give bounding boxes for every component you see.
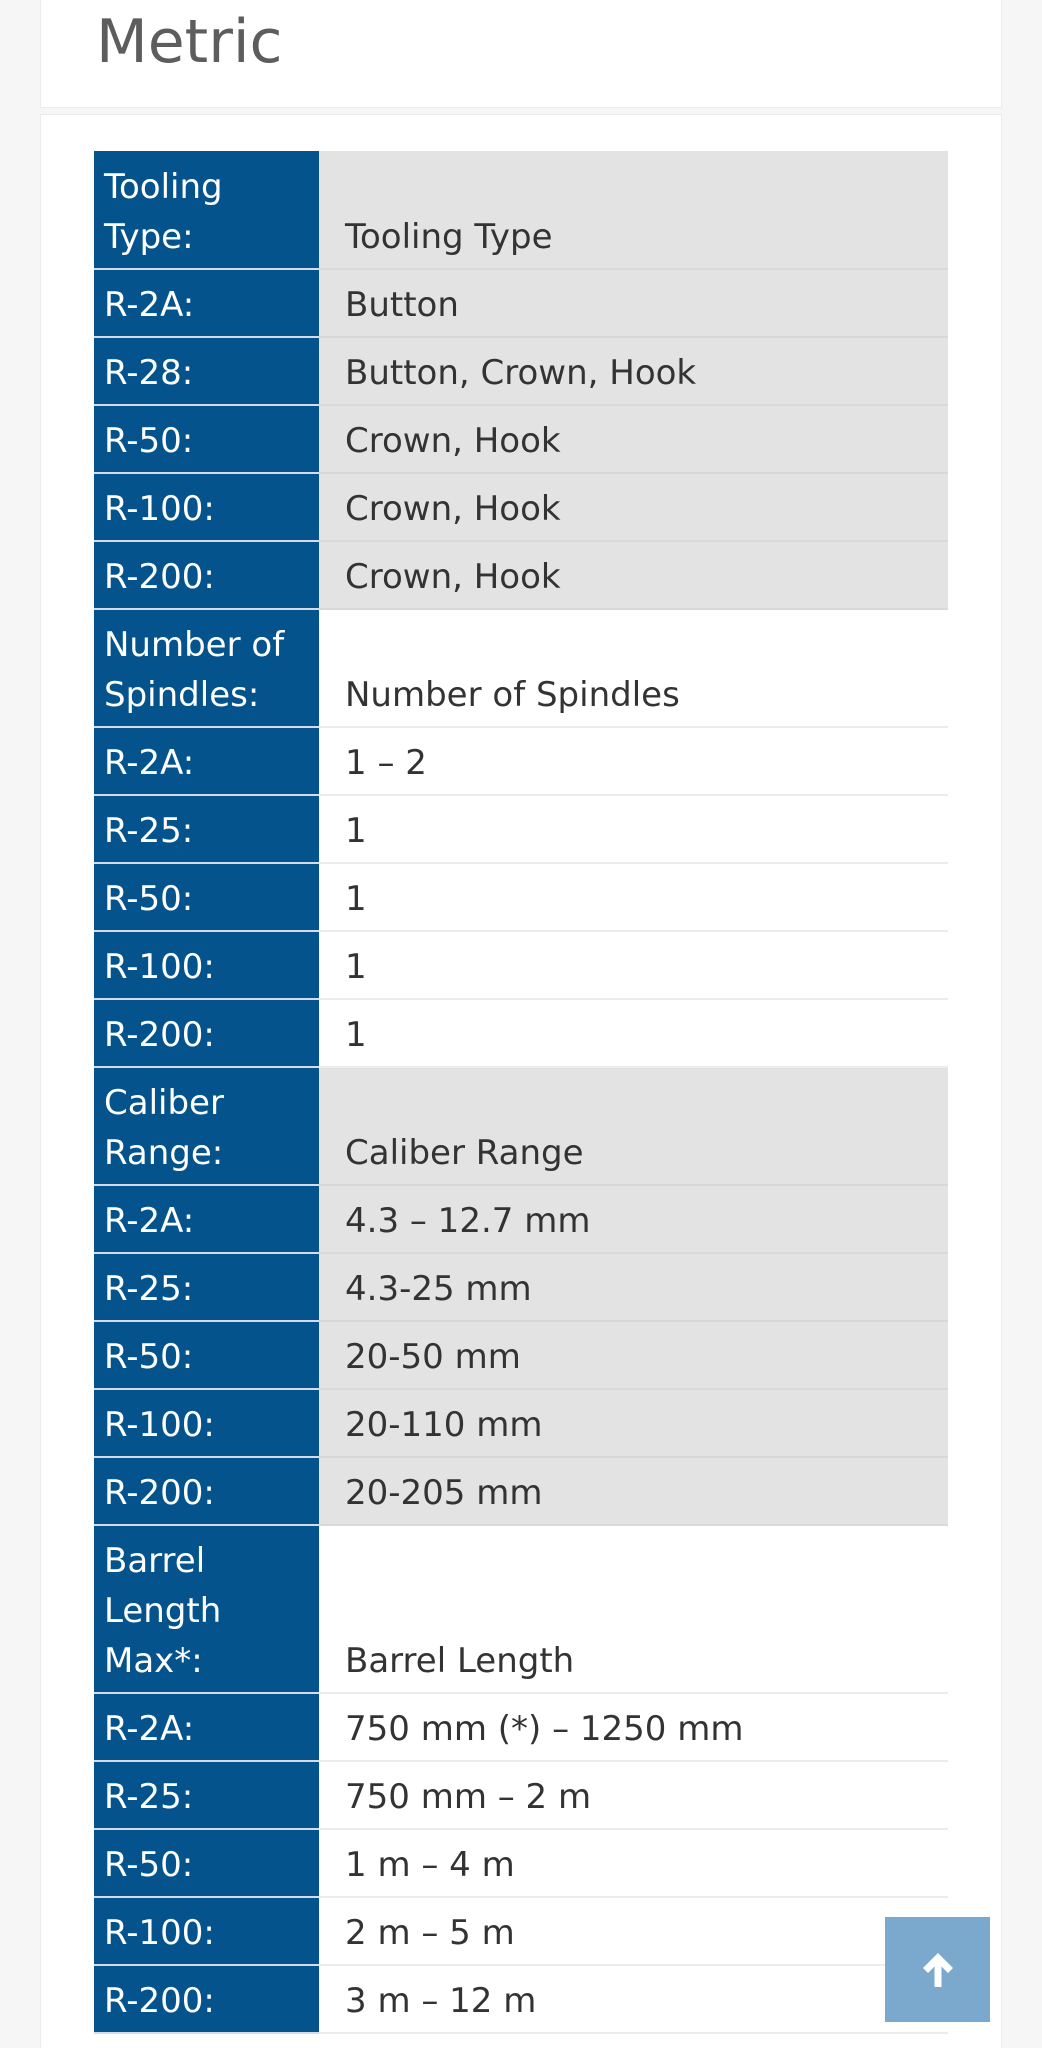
row-value: 20-205 mm <box>319 1457 948 1525</box>
row-value: 1 – 2 <box>319 727 948 795</box>
group-header-row <box>94 1525 948 1693</box>
table-row <box>94 999 948 1067</box>
row-value: Crown, Hook <box>319 473 948 541</box>
row-value: 2 m – 5 m <box>319 1897 948 1965</box>
title-panel <box>40 0 1002 108</box>
row-value: 4.3-25 mm <box>319 1253 948 1321</box>
table-row <box>94 1389 948 1457</box>
group-header-value: Caliber Range <box>319 1067 948 1185</box>
row-value: 20-50 mm <box>319 1321 948 1389</box>
row-value: 750 mm (*) – 1250 mm <box>319 1693 948 1761</box>
row-value: 1 <box>319 795 948 863</box>
row-value: 20-110 mm <box>319 1389 948 1457</box>
table-row <box>94 1185 948 1253</box>
table-row <box>94 931 948 999</box>
row-value: Button <box>319 269 948 337</box>
group-header-value: Number of Spindles <box>319 609 948 727</box>
row-label: R-50: <box>94 405 319 473</box>
row-label: R-200: <box>94 1457 319 1525</box>
row-value: 1 <box>319 863 948 931</box>
table-row <box>94 1693 948 1761</box>
table-row <box>94 473 948 541</box>
row-label: R-2A: <box>94 269 319 337</box>
table-row <box>94 727 948 795</box>
group-header-row <box>94 1067 948 1185</box>
table-row <box>94 541 948 609</box>
scroll-to-top-button[interactable] <box>885 1917 990 2022</box>
row-value: Crown, Hook <box>319 541 948 609</box>
table-row <box>94 1321 948 1389</box>
row-value: 3 m – 12 m <box>319 1965 948 2033</box>
group-header-label: Tooling Type: <box>94 151 319 269</box>
row-value: 1 <box>319 931 948 999</box>
table-row <box>94 1829 948 1897</box>
row-label: R-2A: <box>94 727 319 795</box>
group-tooling-type <box>94 151 948 609</box>
row-label: R-50: <box>94 1321 319 1389</box>
table-row <box>94 1457 948 1525</box>
table-row <box>94 1965 948 2033</box>
group-number-of-spindles <box>94 609 948 1067</box>
table-row <box>94 863 948 931</box>
group-header-value: Barrel Length <box>319 1525 948 1693</box>
row-value: 1 <box>319 999 948 1067</box>
row-label: R-200: <box>94 541 319 609</box>
row-label: R-2A: <box>94 1185 319 1253</box>
row-label: R-50: <box>94 863 319 931</box>
group-header-label: Number of Spindles: <box>94 609 319 727</box>
group-header-row <box>94 609 948 727</box>
row-label: R-25: <box>94 795 319 863</box>
row-label: R-28: <box>94 337 319 405</box>
row-label: R-50: <box>94 1829 319 1897</box>
table-row <box>94 337 948 405</box>
group-caliber-range <box>94 1067 948 1525</box>
table-row <box>94 795 948 863</box>
spec-table <box>94 151 948 2034</box>
group-header-label: Barrel Length Max*: <box>94 1525 319 1693</box>
group-header-label: Caliber Range: <box>94 1067 319 1185</box>
row-label: R-100: <box>94 1897 319 1965</box>
table-row <box>94 405 948 473</box>
group-barrel-length <box>94 1525 948 2033</box>
row-label: R-100: <box>94 473 319 541</box>
table-row <box>94 1897 948 1965</box>
table-row <box>94 1253 948 1321</box>
group-header-row <box>94 151 948 269</box>
table-row <box>94 1761 948 1829</box>
row-value: 1 m – 4 m <box>319 1829 948 1897</box>
row-label: R-100: <box>94 1389 319 1457</box>
row-label: R-100: <box>94 931 319 999</box>
table-row <box>94 269 948 337</box>
row-label: R-25: <box>94 1253 319 1321</box>
row-value: 750 mm – 2 m <box>319 1761 948 1829</box>
page-title: Metric <box>96 7 283 77</box>
row-label: R-25: <box>94 1761 319 1829</box>
arrow-up-icon <box>919 1950 957 1990</box>
row-value: Crown, Hook <box>319 405 948 473</box>
row-value: 4.3 – 12.7 mm <box>319 1185 948 1253</box>
row-label: R-200: <box>94 999 319 1067</box>
row-label: R-2A: <box>94 1693 319 1761</box>
group-header-value: Tooling Type <box>319 151 948 269</box>
row-label: R-200: <box>94 1965 319 2033</box>
row-value: Button, Crown, Hook <box>319 337 948 405</box>
